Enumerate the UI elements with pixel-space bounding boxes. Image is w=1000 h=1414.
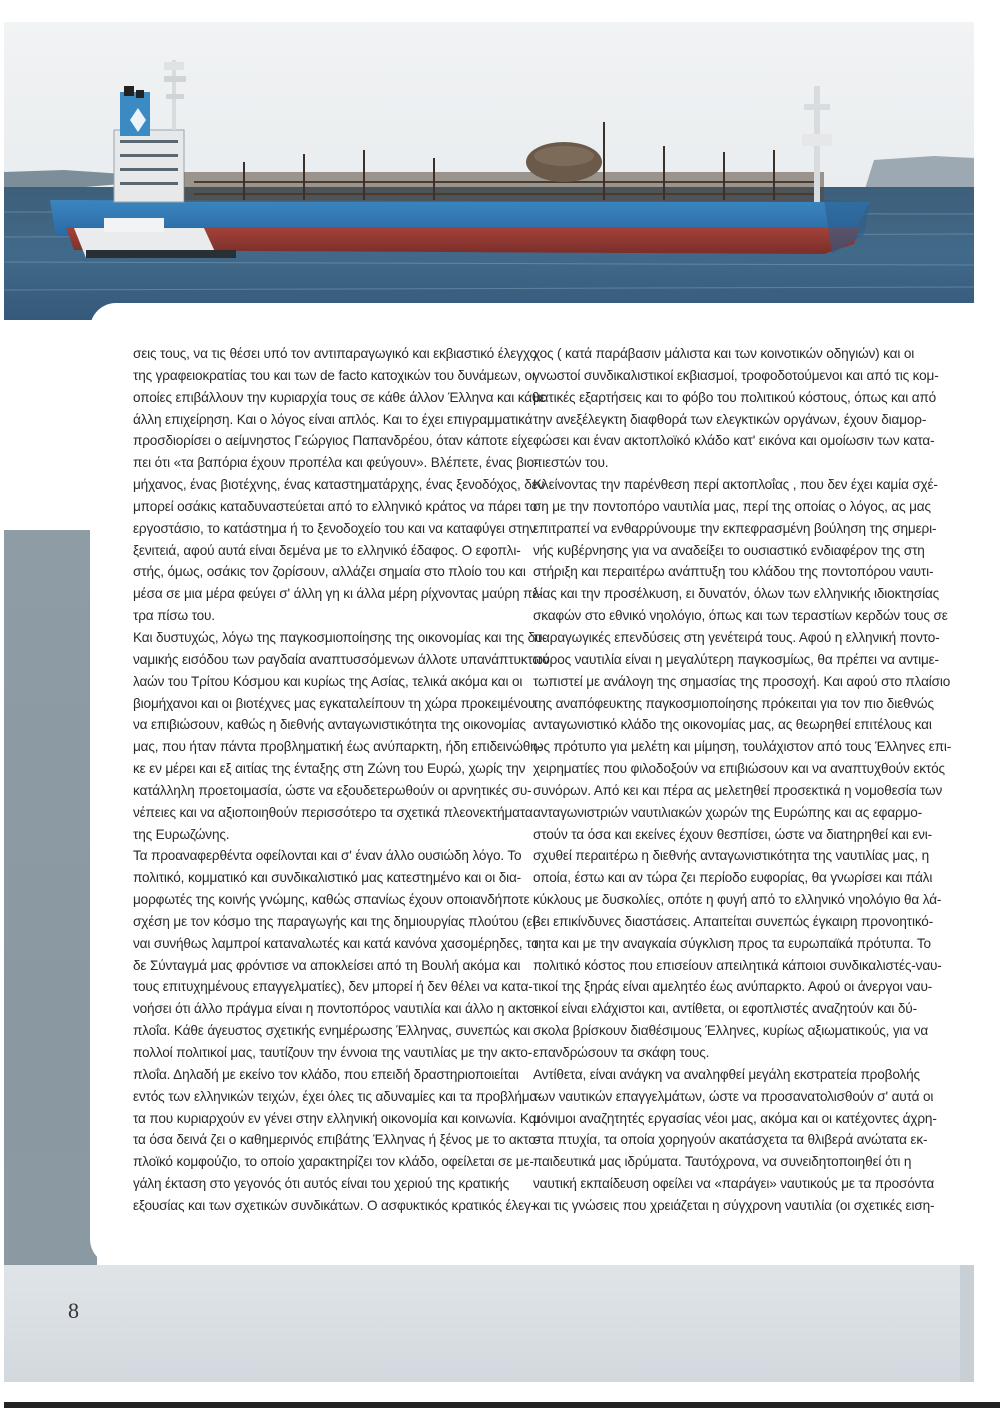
text-line: πει ότι «τα βαπόρια έχουν προπέλα και φεύγουν». Βλέπετε, ένας βιο- — [133, 455, 539, 471]
text-line: στούν τα όσα και εκείνες έχουν θεσπίσει, ώστε να διατηρηθεί και ενι- — [533, 826, 932, 842]
text-line: ση με την ποντοπόρο ναυτιλία μας, περί της οποίας ο λόγος, ας μας — [533, 498, 931, 514]
footer-band-edge — [960, 1265, 974, 1382]
text-line: χειρηματίες που φιλοδοξούν να επιβιώσουν και να αναπτυχθούν εκτός — [533, 761, 945, 777]
text-line: ως πρότυπο για μελέτη και μίμηση, τουλάχιστον από τους Έλληνες επι- — [533, 739, 952, 755]
text-line: ναι συνήθως λαμπροί καταναλωτές και κατά κανόνα χασομέρηδες, το — [133, 935, 539, 951]
text-line: μπορεί οσάκις καταδυναστεύεται από το ελληνικό κράτος να πάρει το — [133, 498, 538, 514]
text-line: σχυθεί περαιτέρω η διεθνής ανταγωνιστικότητα της ναυτιλίας μας, η — [533, 848, 929, 864]
text-line: παραγωγικές επενδύσεις στη γενέτειρά τους. Αφού η ελληνική ποντο- — [533, 629, 940, 645]
text-line: πόρος ναυτιλία είναι η μεγαλύτερη παγκοσμίως, θα πρέπει να αντιμε- — [533, 651, 939, 667]
text-line: άλλη επιχείρηση. Και ο λόγος είναι απλός. Και το έχει επιγραμματικά — [133, 411, 533, 427]
text-line: Κλείνοντας την παρένθεση περί ακτοπλοΐας , που δεν έχει καμία σχέ- — [533, 477, 938, 493]
text-line: μορφωτές της κοινής γνώμης, καθώς σπανίως έχουν οποιανδήποτε — [133, 892, 530, 908]
text-line: να επιβιώσουν, καθώς η διεθνής ανταγωνιστικότητα της οικονομίας — [133, 717, 526, 733]
page-number: 8 — [68, 1298, 79, 1323]
text-line: Και δυστυχώς, λόγω της παγκοσμιοποίησης της οικονομίας και της δυ- — [133, 629, 547, 645]
text-line: Αντίθετα, είναι ανάγκη να αναληφθεί μεγάλη εκστρατεία προβολής — [533, 1066, 920, 1082]
text-line: την ανεξέλεγκτη διαφθορά των ελεγκτικών οργάνων, έχουν διαμορ- — [533, 411, 927, 427]
text-line: τους επιτυχημένους επαγγελματίες), δεν μπορεί ή δεν θέλει να κατα- — [133, 979, 533, 995]
text-line: νής κυβέρνησης για να αναδείξει το ουσιαστικό ενδιαφέρον της στη — [533, 542, 925, 558]
text-line: εξουσίας και των σχετικών συνδικάτων. Ο ασφυκτικός κρατικός έλεγ- — [133, 1197, 535, 1213]
text-line: οποία, έστω και αν τώρα ζει περίοδο ευφορίας, θα γνωρίσει και πάλι — [533, 870, 933, 886]
text-line: σεις τους, να τις θέσει υπό τον αντιπαραγωγικό και εκβιαστικό έλεγχο — [133, 346, 537, 361]
text-line: ανταγωνιστριών ναυτιλιακών χωρών της Ευρώπης και ας εφαρμο- — [533, 804, 923, 820]
text-line: νοήσει ότι άλλο πράγμα είναι η ποντοπόρος ναυτιλία και άλλο η ακτο- — [133, 1001, 540, 1017]
text-line: πλοϊκό κομφούζιο, το οποίο χαρακτηρίζει τον κλάδο, οφείλεται σε με- — [133, 1154, 534, 1170]
text-line: μόνιμοι αναζητητές εργασίας νέοι μας, ακόμα και οι κατέχοντες άχρη- — [533, 1110, 937, 1126]
text-line: τα που κυριαρχούν εν γένει στην ελληνική οικονομία και κοινωνία. Και — [133, 1110, 540, 1126]
text-line: τικοί της ξηράς είναι αμελητέο έως ανύπαρκτο. Αφού οι άνεργοι ναυ- — [533, 979, 933, 995]
text-line: Τα προαναφερθέντα οφείλονται και σ' έναν άλλο ουσιώδη λόγο. Το — [133, 848, 522, 864]
text-line: προσδιορίσει ο αείμνηστος Γεώργιος Παπανδρέου, όταν κάποτε είχε — [133, 433, 534, 449]
text-line: μας, που ήταν πάντα προβληματική έως ανύπαρκτη, ήδη επιδεινώθη- — [133, 739, 542, 755]
article-column-left — [133, 343, 550, 1217]
text-line: κατάλληλη προετοιμασία, ώστε να εξουδετερωθούν οι αρνητικές συ- — [133, 782, 532, 798]
text-line: επιτραπεί να ενθαρρύνουμε την εκπεφρασμένη βούληση της σημερι- — [533, 520, 937, 536]
text-line: τητα και με την αναγκαία σύγκλιση προς τα ευρωπαϊκά πρότυπα. Το — [533, 935, 931, 951]
text-line: πιεστών του. — [533, 455, 609, 471]
text-line: τικοί είναι ελάχιστοι και, αντίθετα, οι εφοπλιστές αναζητούν και δύ- — [533, 1001, 917, 1017]
text-line: πολλοί πολιτικοί μας, ταυτίζουν την έννοια της ναυτιλίας με την ακτο- — [133, 1045, 533, 1060]
text-line: παιδευτικά μας ιδρύματα. Ταυτόχρονα, να συνειδητοποιηθεί ότι η — [533, 1154, 912, 1170]
text-line: και τις γνώσεις που χρειάζεται η σύγχρονη ναυτιλία (οι σχετικές ειση- — [533, 1197, 935, 1213]
text-line: των ναυτικών επαγγελμάτων, ώστε να προσανατολισθούν σ' αυτά οι — [533, 1088, 934, 1104]
text-line: σχέση με τον κόσμο της παραγωγής και της δημιουργίας πλούτου (εί- — [133, 913, 540, 929]
text-line: βει επικίνδυνες διαστάσεις. Απαιτείται συνεπώς έγκαιρη προνοητικό- — [533, 913, 934, 929]
text-line: πλοΐα. Δηλαδή με εκείνο τον κλάδο, που επειδή δραστηριοποιείται — [133, 1066, 519, 1082]
text-line: πολιτικό κόστος που επισείουν απειλητικά κάποιοι συνδικαλιστές-ναυ- — [533, 957, 942, 973]
text-line: οποίες επιβάλλουν την κυριαρχία τους σε κάθε άλλον Έλληνα και κάθε — [133, 389, 546, 405]
text-line: κύκλους με δυσκολίες, οπότε η φυγή από το ελληνικό νηολόγιο θα λά- — [533, 892, 942, 908]
bottom-rule — [4, 1402, 1000, 1408]
text-line: λαών του Τρίτου Κόσμου και κυρίως της Ασίας, τελικά ακόμα και οι — [133, 673, 523, 689]
left-sidebar-panel — [4, 530, 97, 1382]
text-line: σκαφών στο εθνικό νηολόγιο, όπως και των τεραστίων κερδών τους σε — [533, 608, 948, 624]
text-line: της γραφειοκρατίας του και των de facto κατοχικών του δυνάμεων, οι — [133, 367, 535, 383]
text-line: επανδρώσουν τα σκάφη τους. — [533, 1045, 710, 1060]
ship-illustration — [4, 22, 974, 320]
text-line: τα όσα δεινά ζει ο καθημερινός επιβάτης Έλληνας ή ξένος με το ακτο- — [133, 1132, 541, 1148]
text-line: χος ( κατά παράβασιν μάλιστα και των κοινοτικών οδηγιών) και οι — [533, 346, 915, 361]
text-line: ματικές εξαρτήσεις και το φόβο του πολιτικού κόστους, όπως και από — [533, 389, 937, 405]
text-line: συνόρων. Από κει και πέρα ας μελετηθεί προσεκτικά η νομοθεσία των — [533, 782, 943, 798]
text-line: της Ευρωζώνης. — [133, 826, 230, 842]
tanker-ship-photo — [4, 22, 974, 320]
text-line: στήριξη και περαιτέρω ανάπτυξη του κλάδου της ποντοπόρου ναυτι- — [533, 564, 934, 580]
text-line: γνωστοί συνδικαλιστικοί εκβιασμοί, τροφοδοτούμενοι και από τις κομ- — [533, 367, 939, 383]
text-line: νέπειες και να αξιοποιηθούν περισσότερο τα σχετικά πλεονεκτήματα — [133, 804, 533, 820]
text-line: φώσει και έναν ακτοπλοϊκό κλάδο κατ' εικόνα και ομοίωσιν των κατα- — [533, 433, 935, 449]
right-hills — [864, 156, 974, 192]
text-line: τρα πίσω του. — [133, 608, 215, 624]
text-line: πλοΐα. Κάθε άγευστος σχετικής ενημέρωσης Έλληνας, συνεπώς και — [133, 1023, 531, 1039]
text-line: γάλη έκταση στο γεγονός ότι αυτός είναι του χεριού της κρατικής — [133, 1176, 509, 1192]
text-line: στα πτυχία, τα οποία χορηγούν ακατάσχετα τα θλιβερά ανώτατα εκ- — [533, 1132, 928, 1148]
text-line: σκολα βρίσκουν διαθέσιμους Έλληνες, κυρίως αξιωματικούς, για να — [533, 1023, 929, 1039]
text-line: τωπιστεί με ανάλογη της σημασίας της προσοχή. Και αφού στο πλαίσιο — [533, 673, 951, 689]
text-line: στής, όμως, οσάκις τον ζορίσουν, αλλάζει σημαία στο πλοίο του και — [133, 564, 526, 580]
article-column-right — [533, 343, 952, 1217]
text-line: ξενιτειά, αφού αυτά είναι δεμένα με το ελληνικό έδαφος. Ο εφοπλι- — [133, 542, 521, 558]
text-line: της αναπόφευκτης παγκοσμιοποίησης πρόκειται για τον πιο διεθνώς — [533, 695, 934, 711]
text-line: μέσα σε μια μέρα φεύγει σ' άλλη γη κι άλλα μέρη ρίχνοντας μαύρη πέ- — [133, 586, 543, 602]
text-line: δε Σύνταγμά μας φρόντισε να αποκλείσει από τη Βουλή ακόμα και — [133, 957, 521, 973]
text-line: ανταγωνιστικό κλάδο της οικονομίας μας, ας θεωρηθεί επιτέλους και — [533, 717, 932, 733]
footer-band — [4, 1265, 974, 1382]
text-line: ναμικής εισόδου των ραγδαία αναπτυσσόμενων άλλοτε υπανάπτυκτων — [133, 651, 550, 667]
text-line: εντός των ελληνικών τειχών, έχει όλες τις αδυναμίες και τα προβλήμα- — [133, 1088, 542, 1104]
text-line: κε εν μέρει και εξ αιτίας της ένταξης στη Ζώνη του Ευρώ, χωρίς την — [133, 761, 526, 777]
text-line: εργοστάσιο, το κατάστημα ή το ξενοδοχείο του και να καταφύγει στην — [133, 520, 536, 536]
text-line: πολιτικό, κομματικό και συνδικαλιστικό μας κατεστημένο και οι δια- — [133, 870, 522, 886]
text-line: ναυτική εκπαίδευση οφείλει να «παράγει» ναυτικούς με τα προσόντα — [533, 1176, 935, 1192]
text-line: μήχανος, ένας βιοτέχνης, ένας καταστηματάρχης, ένας ξενοδόχος, δεν — [133, 477, 545, 493]
text-line: βιομήχανοι και οι βιοτέχνες μας εγκαταλείπουν τη χώρα προκειμένου — [133, 695, 536, 711]
text-line: λίας και την προσέλκυση, ει δυνατόν, όλων των ελληνικής ιδιοκτησίας — [533, 586, 940, 602]
